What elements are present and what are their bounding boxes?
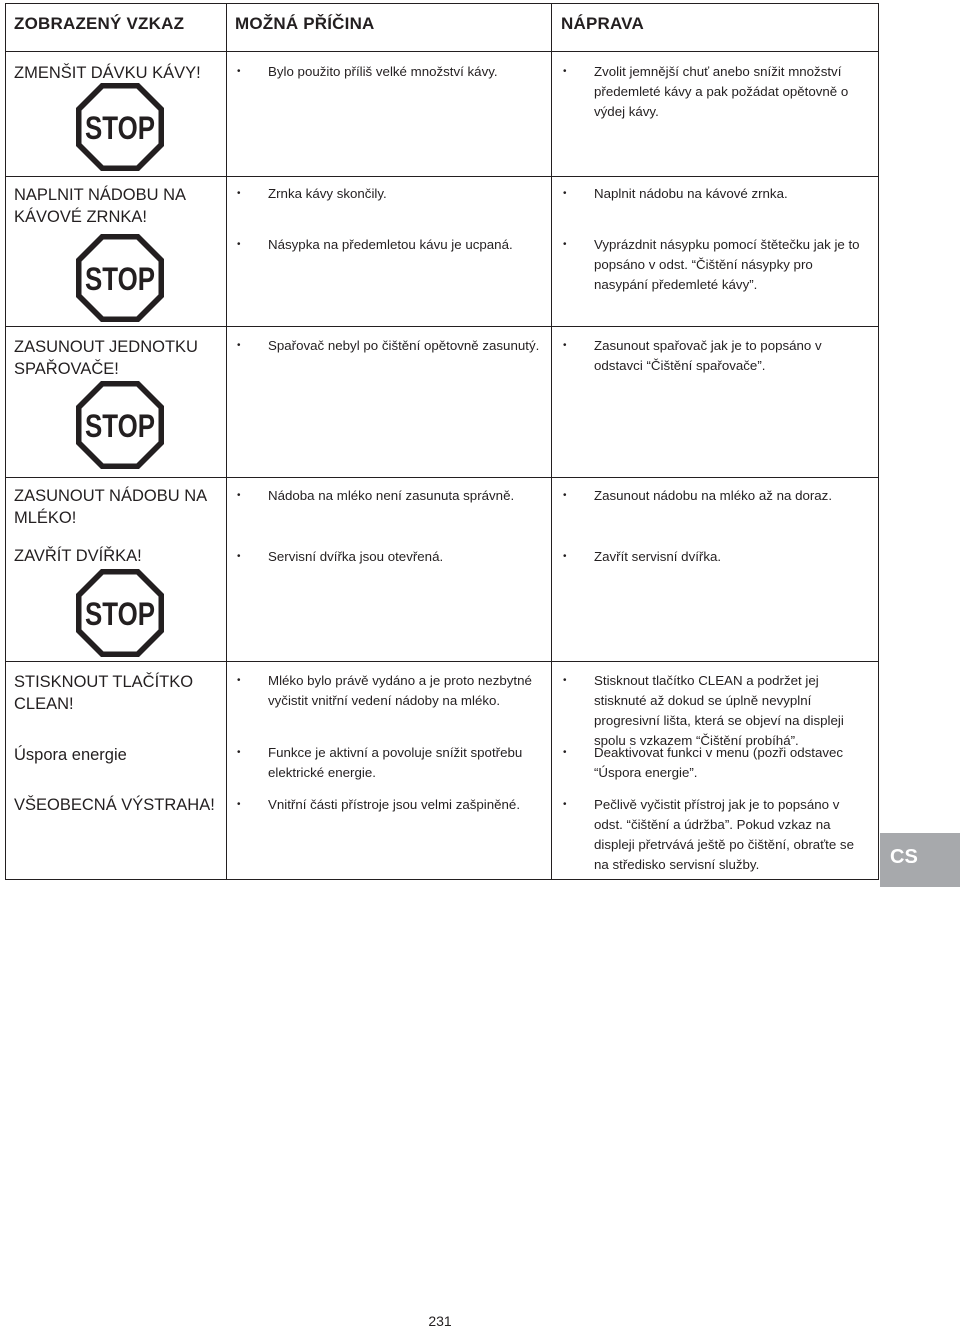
remedy-item: • Stisknout tlačítko CLEAN a podržet jej stisknuté až dokud se úplně nevyplní progresivní lišta, která se objeví na displeji spolu s vzkazem “Čištění probíhá”.: [563, 673, 844, 748]
remedy-item: • Zavřít servisní dvířka.: [563, 549, 722, 564]
cause-item: • Servisní dvířka jsou otevřená.: [237, 549, 444, 564]
message-general-alarm: VŠEOBECNÁ VÝSTRAHA!: [14, 796, 215, 814]
remedy-item: • Zasunout nádobu na mléko až na doraz.: [563, 488, 833, 503]
message-fill-bean-container: NAPLNIT NÁDOBU NA KÁVOVÉ ZRNKA!: [14, 186, 186, 226]
remedy-item: • Deaktivovat funkci v menu (pozři odstavec “Úspora energie”.: [563, 745, 844, 780]
stop-sign-icon: [74, 567, 166, 659]
row-divider: [6, 326, 878, 327]
column-divider: [226, 4, 227, 879]
message-energy-saving: Úspora energie: [14, 746, 127, 764]
message-insert-milk-container: ZASUNOUT NÁDOBU NA MLÉKO!: [14, 487, 207, 527]
cause-item: • Nádoba na mléko není zasunuta správně.: [237, 488, 515, 503]
cause-item: • Zrnka kávy skončily.: [237, 186, 387, 201]
remedy-item: • Zvolit jemnější chuť anebo snížit množství předemleté kávy a pak požádat opětovně o výdej kávy.: [563, 64, 849, 119]
message-reduce-dose: ZMENŠIT DÁVKU KÁVY!: [14, 64, 201, 82]
svg-text:STOP: STOP: [85, 408, 155, 444]
message-close-door: ZAVŘÍT DVÍŘKA!: [14, 547, 142, 565]
svg-text:STOP: STOP: [85, 596, 155, 632]
remedy-item: • Vyprázdnit násypku pomocí štětečku jak je to popsáno v odst. “Čištění násypky pro nasypání předemleté kávy”.: [563, 237, 860, 292]
cause-item: • Násypka na předemletou kávu je ucpaná.: [237, 237, 513, 252]
remedy-item: • Naplnit nádobu na kávové zrnka.: [563, 186, 788, 201]
stop-sign-icon: [74, 379, 166, 471]
row-divider: [6, 661, 878, 662]
cause-item: • Bylo použito příliš velké množství kávy.: [237, 64, 498, 79]
cause-item: • Vnitřní části přístroje jsou velmi zašpiněné.: [237, 797, 521, 812]
stop-sign-icon: [74, 81, 166, 173]
language-tab: CS: [880, 833, 960, 887]
header-cause: MOŽNÁ PŘÍČINA: [235, 14, 375, 33]
remedy-item: • Pečlivě vyčistit přístroj jak je to popsáno v odst. “čištění a údržba”. Pokud vzkaz na displeji přetrvává ještě po čištění, obraťte se na středisko servisní služby.: [563, 797, 854, 872]
cause-item: • Spařovač nebyl po čištění opětovně zasunutý.: [237, 338, 540, 353]
stop-sign-icon: [74, 232, 166, 324]
message-press-clean: STISKNOUT TLAČÍTKO CLEAN!: [14, 673, 194, 713]
header-remedy: NÁPRAVA: [561, 14, 644, 33]
cause-item: • Funkce je aktivní a povoluje snížit spotřebu elektrické energie.: [237, 745, 523, 780]
message-insert-brewer: ZASUNOUT JEDNOTKU SPAŘOVAČE!: [14, 338, 198, 378]
troubleshooting-table: [5, 3, 879, 880]
svg-text:STOP: STOP: [85, 110, 155, 146]
svg-text:STOP: STOP: [85, 261, 155, 297]
row-divider: [6, 176, 878, 177]
cause-item: • Mléko bylo právě vydáno a je proto nezbytné vyčistit vnitřní vedení nádoby na mléko.: [237, 673, 532, 708]
row-divider: [6, 477, 878, 478]
remedy-item: • Zasunout spařovač jak je to popsáno v odstavci “Čištění spařovače”.: [563, 338, 822, 373]
page-number: 231: [428, 1313, 452, 1329]
row-divider: [6, 51, 878, 52]
header-message: ZOBRAZENÝ VZKAZ: [14, 14, 185, 33]
